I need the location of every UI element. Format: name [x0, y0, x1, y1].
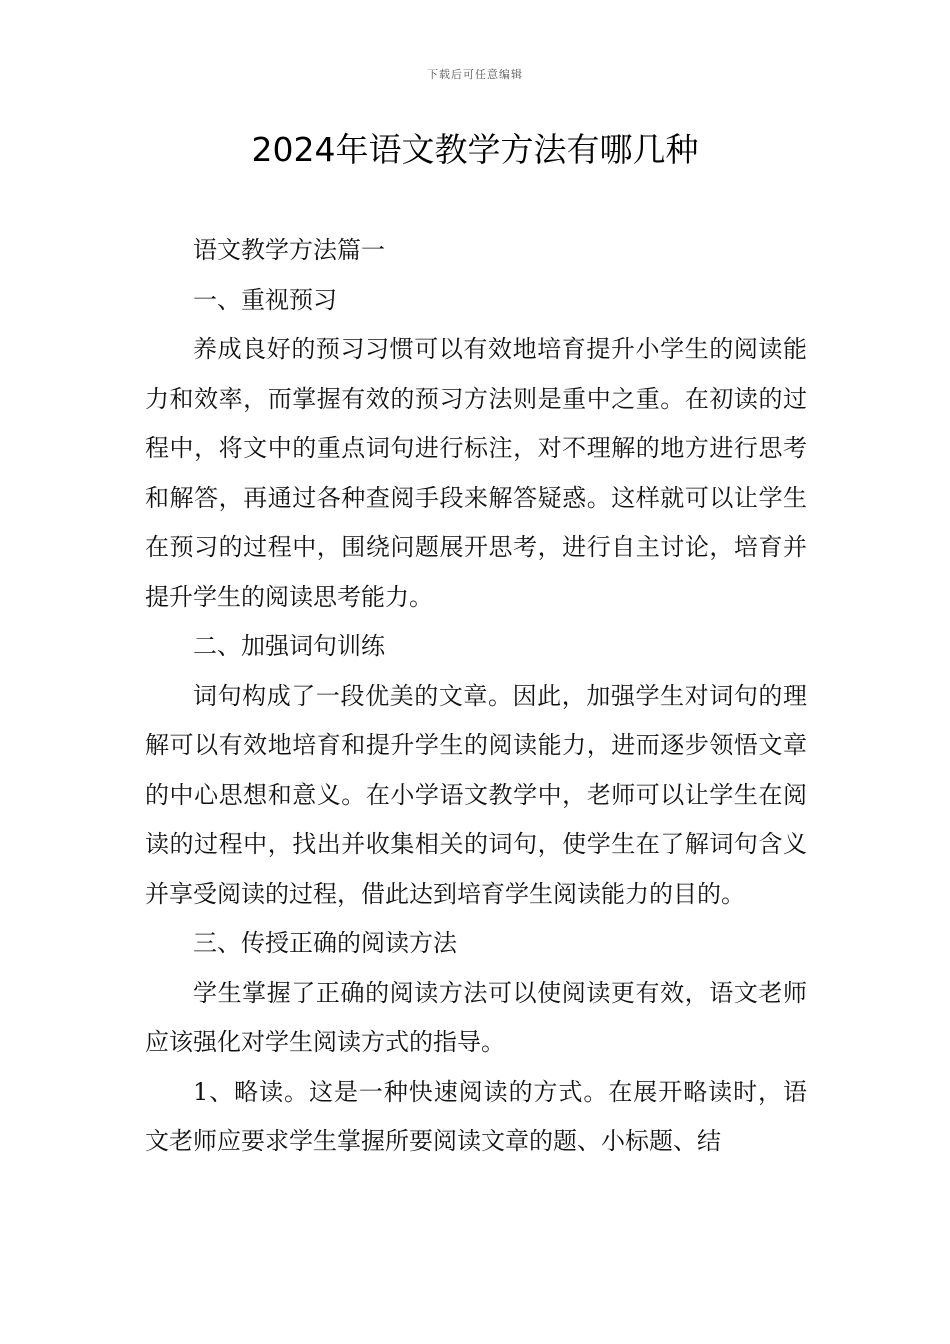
subsection-heading: 一、重视预习: [193, 285, 337, 314]
document-title: 2024年语文教学方法有哪几种: [251, 130, 699, 169]
body-paragraph: 词句构成了一段优美的文章。因此，加强学生对词句的理解可以有效地培育和提升学生的阅读能力，进而逐步领悟文章的中心思想和意义。在小学语文教学中，老师可以让学生在阅读的过程中，找出并收集相关的词句，使学生在了解词句含义并享受阅读的过程，借此达到培育学生阅读能力的目的。: [145, 681, 807, 908]
subsection-heading: 二、加强词句训练: [193, 632, 385, 660]
body-paragraph: 养成良好的预习习惯可以有效地培育提升小学生的阅读能力和效率，而掌握有效的预习方法则是重中之重。在初读的过程中，将文中的重点词句进行标注，对不理解的地方进行思考和解答，再通过各种查阅手段来解答疑惑。这样就可以让学生在预习的过程中，围绕问题展开思考，进行自主讨论，培育并提升学生的阅读思考能力。: [145, 335, 807, 611]
subsection-heading: 三、传授正确的阅读方法: [193, 929, 457, 957]
body-paragraph: 1、略读。这是一种快速阅读的方式。在展开略读时，语文老师应要求学生掌握所要阅读文章的题、小标题、结: [145, 1077, 807, 1155]
header-note: 下载后可任意编辑: [427, 68, 523, 81]
document-body: [145, 226, 807, 1167]
body-paragraph: 学生掌握了正确的阅读方法可以使阅读更有效，语文老师应该强化对学生阅读方式的指导。: [145, 978, 807, 1056]
section-heading: 语文教学方法篇一: [193, 236, 385, 264]
